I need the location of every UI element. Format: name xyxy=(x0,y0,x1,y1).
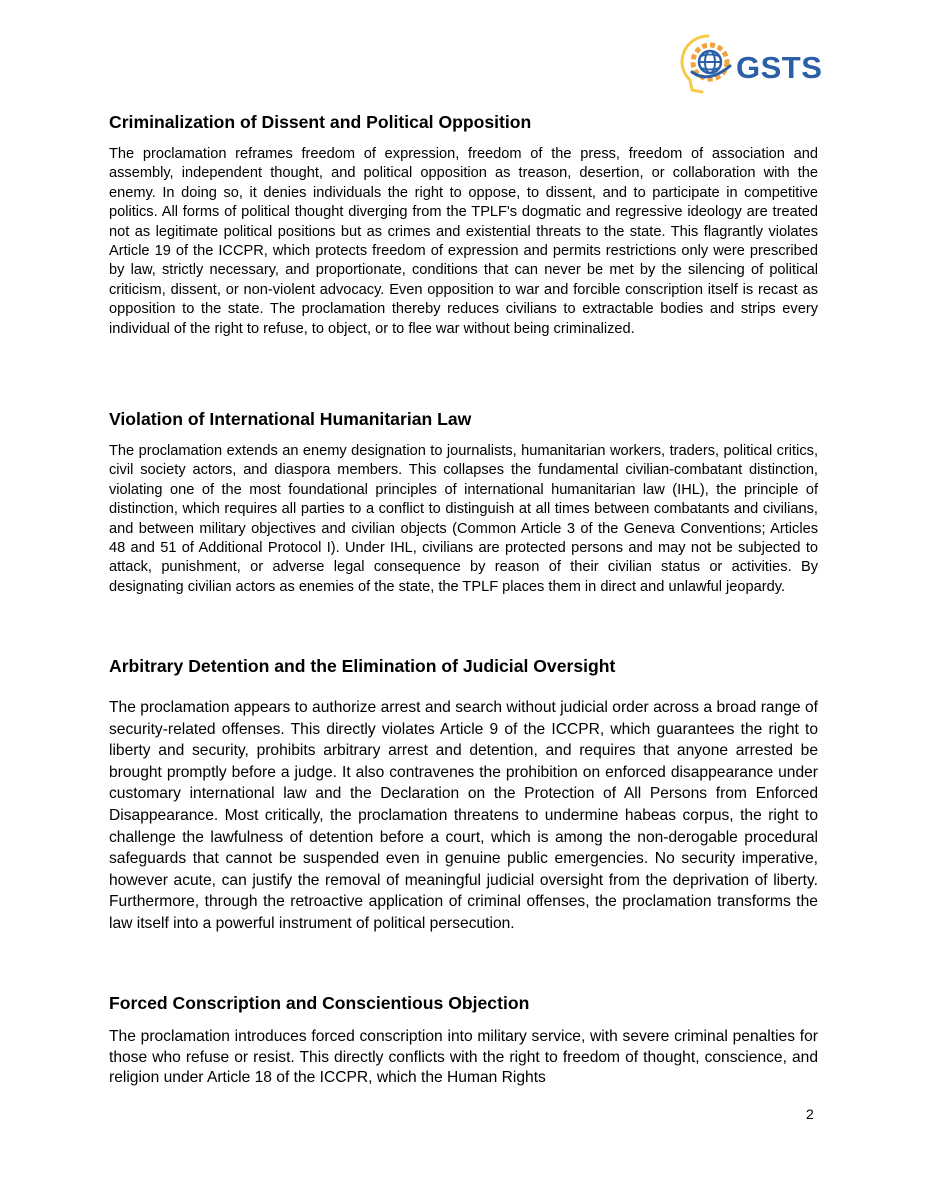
section-body: The proclamation introduces forced conscription into military service, with severe criminal penalties for those who refuse or resist. This directly conflicts with the right to freedom of thought, conscience, and religion under Article 18 of the ICCPR, which the Human Rights xyxy=(109,1028,818,1086)
section-body: The proclamation reframes freedom of expression, freedom of the press, freedom of association and assembly, independent thought, and political opposition as treason, desertion, or collaboration with the enemy. In doing so, it denies individuals the right to oppose, to dissent, and to participate in competitive politics. All forms of political thought diverging from the TPLF's dogmatic and regressive ideology are treated not as legitimate political positions but as crimes and existential threats to the state. This flagrantly violates Article 19 of the ICCPR, which protects freedom of expression and permits restrictions only were prescribed by law, strictly necessary, and proportionate, conditions that can never be met by the silencing of political criticism, dissent, or non-violent advocacy. Even opposition to war and forcible conscription itself is recast as opposition to the state. The proclamation thereby reduces civilians to extractable bodies and strips every individual of the right to refuse, to object, or to flee war without being criminalized. xyxy=(109,146,818,337)
gsts-logo xyxy=(678,32,823,102)
section-heading: Violation of International Humanitarian Law xyxy=(109,409,472,429)
section-heading: Arbitrary Detention and the Elimination of Judicial Oversight xyxy=(109,656,616,676)
section-arbitrary-detention xyxy=(109,655,818,935)
section-violation-of-ihl xyxy=(109,408,818,597)
section-body: The proclamation extends an enemy designation to journalists, humanitarian workers, traders, political critics, civil society actors, and diaspora members. This collapses the fundamental civilian-combatant distinction, violating one of the most foundational principles of international humanitarian law (IHL), the principle of distinction, which requires all parties to a conflict to distinguish at all times between combatants and civilians, and between military objectives and civilian objects (Common Article 3 of the Geneva Conventions; Articles 48 and 51 of Additional Protocol I). Under IHL, civilians are protected persons and may not be subjected to attack, punishment, or adverse legal consequence by reason of their civilian status or activities. By designating civilian actors as enemies of the state, the TPLF places them in direct and unlawful jeopardy. xyxy=(109,443,818,595)
gear-globe-icon xyxy=(678,32,742,102)
page-number: 2 xyxy=(806,1106,814,1122)
section-heading: Criminalization of Dissent and Political Opposition xyxy=(109,112,532,132)
section-body: The proclamation appears to authorize arrest and search without judicial order across a broad range of security-related offenses. This directly violates Article 9 of the ICCPR, which guarantees the right to liberty and security, prohibits arbitrary arrest and detention, and requires that anyone arrested be brought promptly before a judge. It also contravenes the prohibition on enforced disappearance under customary international law and the Declaration on the Protection of All Persons from Enforced Disappearance. Most critically, the proclamation threatens to undermine habeas corpus, the right to challenge the lawfulness of detention before a court, which is among the non-derogable procedural safeguards that cannot be suspended even in genuine public emergencies. No security imperative, however acute, can justify the removal of meaningful judicial oversight from the deprivation of liberty. Furthermore, through the retroactive application of criminal offenses, the proclamation transforms the law itself into a powerful instrument of political persecution. xyxy=(109,699,818,932)
section-criminalization-of-dissent xyxy=(109,111,818,339)
section-forced-conscription xyxy=(109,992,818,1089)
logo-wordmark: GSTS xyxy=(736,50,823,85)
section-heading: Forced Conscription and Conscientious Objection xyxy=(109,993,530,1013)
